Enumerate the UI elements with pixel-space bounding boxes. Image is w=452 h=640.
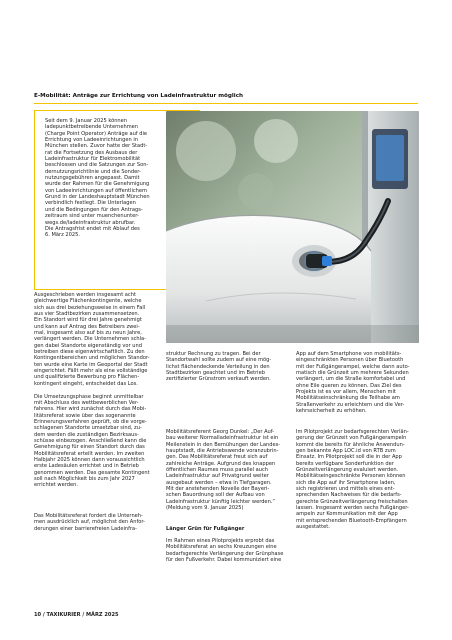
body-column-2-section: Im Rahmen eines Pilotprojekts erprobt das Mobilitätsreferat an sechs Kreuzungen eine bedarfsgerechte Verlängerung der Grünphase für den Fußverkehr. Dabei kommuniziert eine [166, 538, 284, 564]
ev-charging-photo [166, 111, 419, 343]
body-column-1: Ausgeschrieben werden insgesamt acht gleichwertige Flächenkontingente, welche sich aus drei beziehungsweise in einem Fall aus vier Stadtbezirken zusammensetzen. Ein Standort wird für drei Jahre genehmigt und kann auf Antrag des Betreibers zwei- mal, insgesamt also auf bis zu neun Jahre, verlängert werden. Die Unternehmen schla- gen dabei Standorte eigenständig vor und betreiben diese eigenwirtschaftlich. Zu den Kontingentbereichen und möglichen Standor- ten wurde eine Karte im Geoportal der Stadt eingerichtet. Fällt mehr als eine vollständige und qualifizierte Bewerbung pro Flächen- kontingent eingeht, entscheidet das Los. Die Umsetzungsphase beginnt unmittelbar mit Abschluss des wettbewerblichen Ver- fahrens. Hier wird zunächst durch das Mobi- litätsreferat sowie über das sogenannte Erinnerungsverfahren geprüft, ob die vorge- schlagenen Standorte umsetzbar sind, zu- dem werden die zuständigen Bezirksaus- schüsse einbezogen. Anschließend kann die Genehmigung für einen Standort durch das Mobilitätsreferat erteilt werden. Im zweiten Halbjahr 2025 können dann voraussichtlich erste Ladesäulen errichtet und in Betrieb genommen werden. Das gesamte Kontingent soll nach Möglichkeit bis zum Jahr 2027 errichtet werden. [34, 292, 150, 489]
title-divider [34, 103, 418, 104]
body-column-3: App auf dem Smartphone von mobilitäts- eingeschränkten Personen über Bluetooth mit der Fußgängerampel, welche dann auto- matisch die Grünzeit um mehrere Sekunden verlängert, um die Straße komfortabel und ohne Eile queren zu können. Das Ziel des Projekts ist es vor allem, Menschen mit Mobilitätseinschränkung die Teilhabe am Straßenverkehr zu erleichtern und die Ver- kehrssicherheit zu erhöhen. [296, 351, 410, 415]
intro-text: Seit dem 9. Januar 2025 können ladepunktbetreibende Unternehmen (Charge Point Operator) Anträge auf die Errichtung von Ladeeinrichtungen in München stellen. Zuvor hatte der Stadt- rat die Fortsetzung des Ausbaus der Ladeinfrastruktur für Elektromobilität beschlossen und die Satzungen zur Son- dernutzungsrichtlinie und die Sonder- nutzungsgebühren angepasst. Damit wurde der Rahmen für die Genehmigung von Ladeeinrichtungen auf öffentlichem Grund in der Landeshauptstadt München verbindlich festlegt. Die Unterlagen und die Bedingungen für den Antrags- zeitraum sind unter muenchenunter- wegs.de/ladeinfrastruktur abrufbar. Die Antragsfrist endet mit Ablauf des 6. März 2025. [45, 118, 150, 239]
body-column-2-quote: Mobilitätsreferent Georg Dunkel: „Der Auf- bau weiterer Normalladeinfrastruktur ist ein Meilenstein in den Bemühungen der Landes- hauptstadt, die Antriebswende voranzubrin- gen. Das Mobilitätsreferat freut sich auf zahlreiche Anträge. Aufgrund des knappen öffentlichen Raumes muss parallel auch Ladeinfrastruktur auf Privatgrund weiter ausgebaut werden – etwa in Tiefgaragen. Mit der anstehenden Novelle der Bayeri- schen Bauordnung soll der Aufbau von Ladeinfrastruktur künftig leichter werden.“ (Meldung vom 9. Januar 2025) [166, 429, 281, 512]
ev-charging-illustration [166, 111, 419, 343]
article-title: E-Mobilität: Anträge zur Errichtung von Ladeinfrastruktur möglich [34, 93, 244, 99]
body-column-2: struktur Rechnung zu tragen. Bei der Standortwahl sollte zudem auf eine mög- lichst flächendeckende Verteilung in den Stadtbezirken geachtet und im Betrieb zertifizierter Grünstrom verkauft werden. [166, 351, 272, 383]
section-heading: Länger Grün für Fußgänger [166, 526, 245, 532]
page-footer: 10 / TAXIKURIER / MÄRZ 2025 [34, 612, 119, 618]
body-column-1-continued: Das Mobilitätsreferat fordert die Unterneh- men ausdrücklich auf, möglichst den Anfor- derungen einer barrierefreien Ladeinfra- [34, 513, 145, 532]
body-column-3-continued: Im Pilotprojekt zur bedarfsgerechten Verlän- gerung der Grünzeit von Fußgängerampeln kommt die bereits für ähnliche Anwendun- gen bekannte App LOC.id von RTB zum Einsatz. Im Pilotprojekt soll die in der App bereits verfügbare Sonderfunktion der Grünzeitverlängerung evaluiert werden. Mobilitätseingeschränkte Personen können sich die App auf ihr Smartphone laden, sich registrieren und mittels eines ent- sprechenden Nachweises für die bedarfs- gerechte Grünzeitverlängerung freischalten lassen. Insgesamt werden sechs Fußgänger- ampeln zur Kommunikation mit der App mit entsprechenden Bluetooth-Empfängern ausgestattet. [296, 429, 409, 531]
